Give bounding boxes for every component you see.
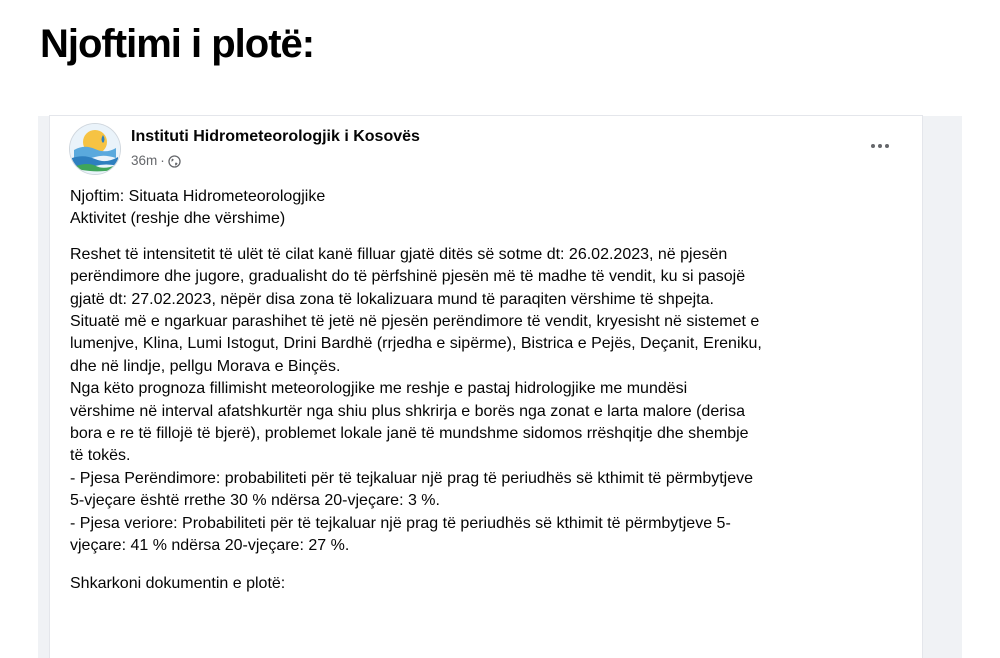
institute-logo (70, 124, 120, 174)
post-text-line: - Pjesa veriore: Probabiliteti për të tejkaluar një prag të periudhës së kthimit të përmbytjeve 5- (70, 514, 731, 532)
post-meta (131, 152, 181, 170)
page-avatar[interactable] (70, 124, 120, 174)
post-text-line: vjeçare: 41 % ndërsa 20-vjeçare: 27 %. (70, 537, 350, 555)
post-text-line: Reshet të intensitetit të ulët të cilat kanë filluar gjatë ditës së sotme dt: 26.02.2023, në pjesën (70, 245, 728, 263)
page-name-link[interactable]: Instituti Hidrometeorologjik i Kosovës (131, 128, 420, 145)
post-text-line: lumenjve, Klina, Lumi Istogut, Drini Bardhë (rrjedha e sipërme), Bistrica e Pejës, Deçanit, Ereniku, (70, 335, 762, 353)
post-text-line: - Pjesa Perëndimore: probabiliteti për të tejkaluar një prag të periudhës së kthimit të përmbytjeve (70, 469, 754, 487)
post-text-line: perëndimore dhe jugore, gradualisht do të përfshinë pjesën më të madhe të vendit, ku si pasojë (70, 268, 746, 286)
post-text-line: 5-vjeçare është rrethe 30 % ndërsa 20-vjeçare: 3 %. (70, 492, 440, 510)
post-text-line: gjatë dt: 27.02.2023, nëpër disa zona të lokalizuara mund të paraqiten vërshime të shpejta. (70, 290, 714, 308)
more-options-button[interactable] (862, 132, 898, 160)
post-text-line: të tokës. (70, 447, 131, 465)
post-text-line: bora e re të fillojë të bjerë), problemet lokale janë të mundshme sidomos rrëshqitje dhe shembje (70, 425, 749, 443)
embedded-screenshot (38, 116, 962, 658)
globe-icon[interactable] (168, 155, 181, 168)
download-document-text: Shkarkoni dokumentin e plotë: (70, 574, 286, 592)
post-text-line: Nga këto prognoza fillimisht meteorologjike me reshje e pastaj hidrologjike me mundësi (70, 380, 688, 398)
post-heading-line: Aktivitet (reshje dhe vërshime) (70, 210, 286, 228)
post-text-line: Situatë më e ngarkuar parashihet të jetë në pjesën perëndimore të vendit, kryesisht në sistemet e (70, 313, 760, 331)
post-text (70, 186, 910, 595)
facebook-post-card (50, 116, 922, 658)
more-options-icon (871, 144, 889, 148)
article-heading: Njoftimi i plotë: (40, 22, 315, 66)
post-timestamp[interactable]: 36m (131, 153, 158, 168)
post-text-line: dhe në lindje, pellgu Morava e Binçës. (70, 357, 341, 375)
meta-separator: · (160, 153, 165, 168)
post-text-line: vërshime në interval afatshkurtër nga shiu plus shkrirja e borës nga zonat e larta malore (derisa (70, 402, 745, 420)
post-heading-line: Njoftim: Situata Hidrometeorologjike (70, 188, 326, 205)
